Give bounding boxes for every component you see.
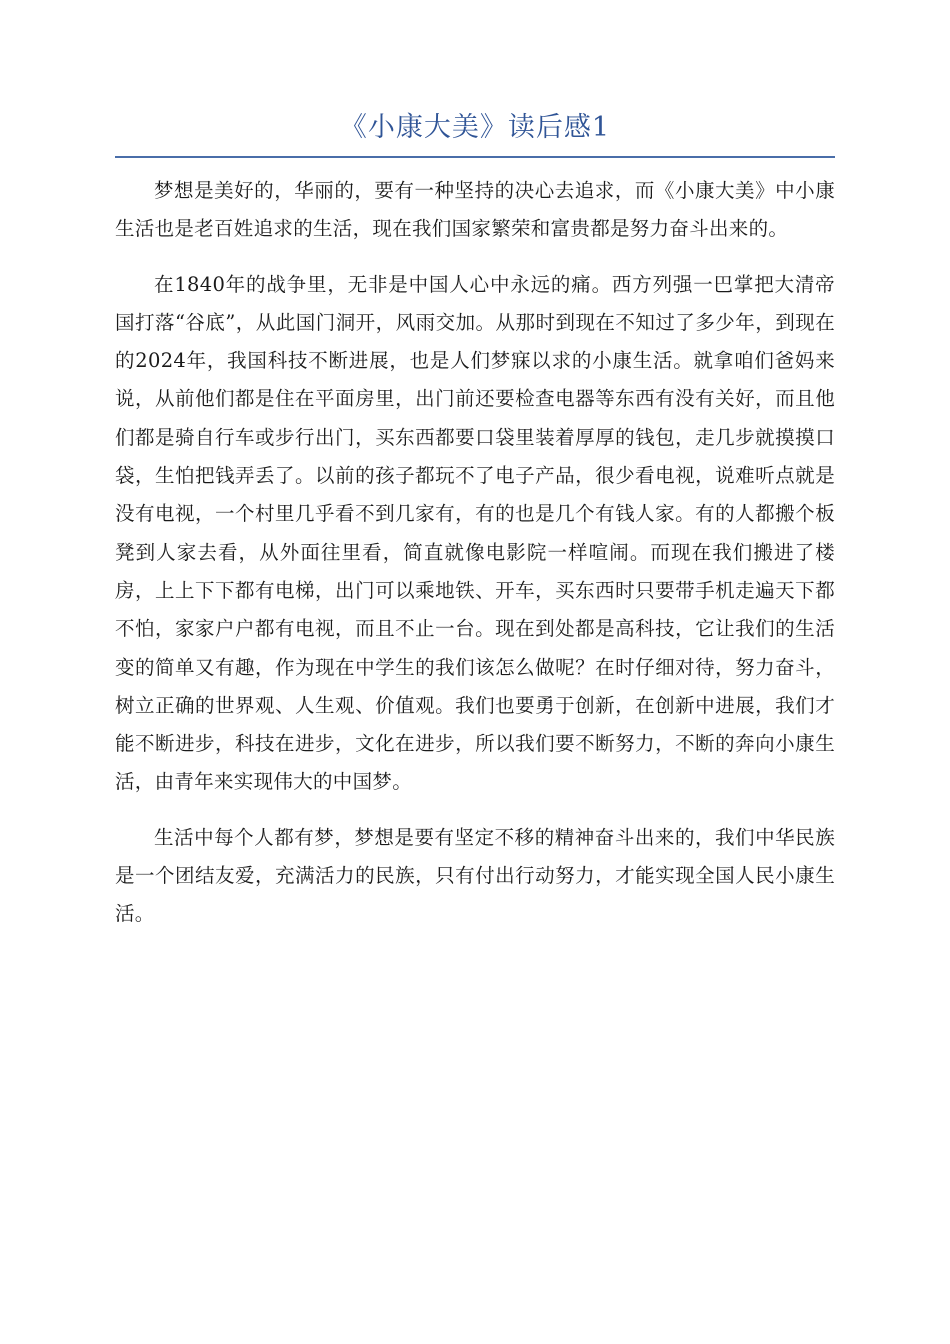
paragraph-1: 梦想是美好的，华丽的，要有一种坚持的决心去追求，而《小康大美》中小康生活也是老百姓追求的生活，现在我们国家繁荣和富贵都是努力奋斗出来的。 <box>115 179 835 241</box>
page-title: 《小康大美》读后感1 <box>339 112 611 143</box>
document-body <box>115 172 835 951</box>
paragraph-2: 在1840年的战争里，无非是中国人心中永远的痛。西方列强一巴掌把大清帝国打落“谷底”，从此国门洞开，风雨交加。从那时到现在不知过了多少年，到现在的2024年，我国科技不断进展，也是人们梦寐以求的小康生活。就拿咱们爸妈来说，从前他们都是住在平面房里，出门前还要检查电器等东西有没有关好，而且他们都是骑自行车或步行出门，买东西都要口袋里装着厚厚的钱包，走几步就摸摸口袋，生怕把钱弄丢了。以前的孩子都玩不了电子产品，很少看电视，说难听点就是没有电视，一个村里几乎看不到几家有，有的也是几个有钱人家。有的人都搬个板凳到人家去看，从外面往里看，简直就像电影院一样喧闹。而现在我们搬进了楼房，上上下下都有电梯，出门可以乘地铁、开车，买东西时只要带手机走遍天下都不怕，家家户户都有电视，而且不止一台。现在到处都是高科技，它让我们的生活变的简单又有趣，作为现在中学生的我们该怎么做呢？在时仔细对待，努力奋斗，树立正确的世界观、人生观、价值观。我们也要勇于创新，在创新中进展，我们才能不断进步，科技在进步，文化在进步，所以我们要不断努力，不断的奔向小康生活，由青年来实现伟大的中国梦。 <box>115 272 835 794</box>
title-block <box>115 108 835 158</box>
paragraph-3: 生活中每个人都有梦，梦想是要有坚定不移的精神奋斗出来的，我们中华民族是一个团结友爱，充满活力的民族，只有付出行动努力，才能实现全国人民小康生活。 <box>115 825 835 926</box>
